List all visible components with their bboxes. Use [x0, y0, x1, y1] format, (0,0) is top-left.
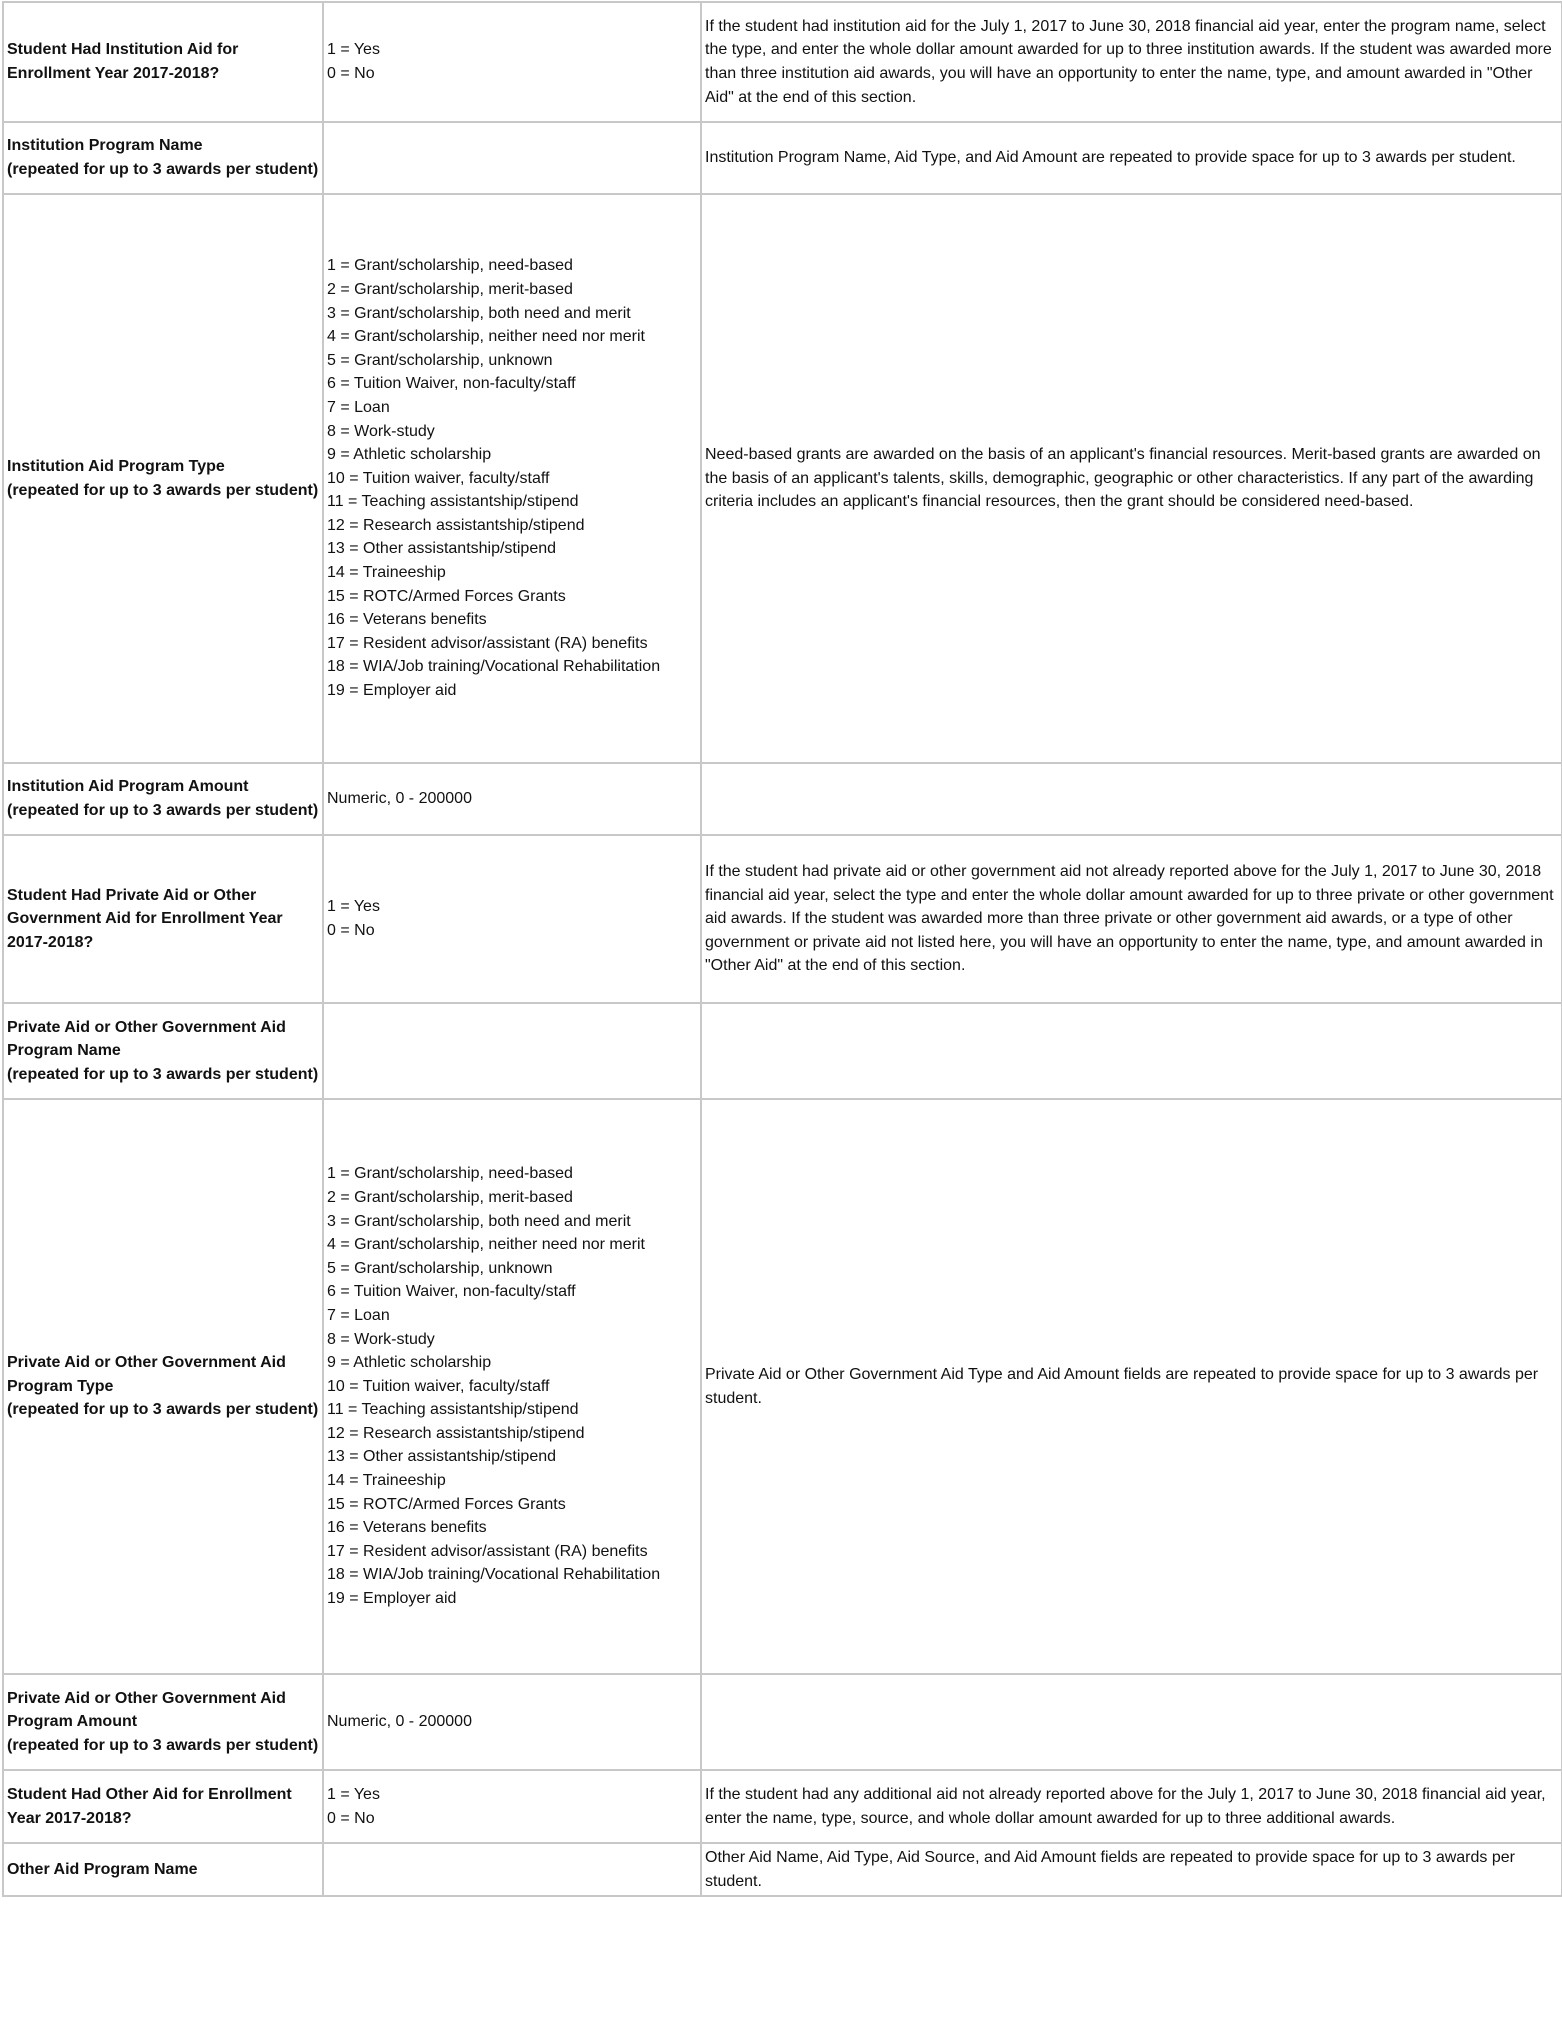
- description-cell: [701, 122, 1562, 194]
- description-text: Institution Program Name, Aid Type, and Aid Amount are repeated to provide space for up to 3 awards per student.: [705, 149, 1516, 167]
- allowed-value: 9 = Athletic scholarship: [327, 1354, 492, 1372]
- field-name-cell: [3, 122, 323, 194]
- description-cell: [701, 1770, 1562, 1843]
- allowed-value: 9 = Athletic scholarship: [327, 446, 492, 464]
- description-cell: [701, 2, 1562, 122]
- allowed-value: 18 = WIA/Job training/Vocational Rehabilitation: [327, 1566, 661, 1584]
- allowed-value: 13 = Other assistantship/stipend: [327, 1448, 557, 1466]
- field-name-note: (repeated for up to 3 awards per student): [7, 161, 319, 178]
- field-name-text: Private Aid or Other Government Aid Program Type: [7, 1354, 286, 1395]
- allowed-value: 1 = Grant/scholarship, need-based: [327, 1165, 573, 1183]
- allowed-values-cell: [323, 122, 701, 194]
- table-row: [3, 194, 1562, 763]
- allowed-value: 15 = ROTC/Armed Forces Grants: [327, 1495, 566, 1513]
- field-name-cell: [3, 835, 323, 1003]
- description-cell: [701, 763, 1562, 835]
- allowed-value: 15 = ROTC/Armed Forces Grants: [327, 587, 566, 605]
- field-name-cell: [3, 1770, 323, 1843]
- description-text: If the student had private aid or other government aid not already reported above for the July 1, 2017 to June 30, 2018 financial aid year, select the type and enter the whole dollar amount awarded for up to three private or other government aid awards. If the student was awarded more than three private or other government aid awards, or a type of other government or private aid not listed here, you will have an opportunity to enter the name, type, and amount awarded in "Other Aid" at the end of this section.: [705, 863, 1554, 975]
- allowed-value: 3 = Grant/scholarship, both need and merit: [327, 304, 631, 322]
- allowed-value: 12 = Research assistantship/stipend: [327, 516, 585, 534]
- description-text: If the student had any additional aid not already reported above for the July 1, 2017 to June 30, 2018 financial aid year, enter the name, type, source, and whole dollar amount awarded for up to three additional awards.: [705, 1785, 1546, 1827]
- table-row: [3, 1843, 1562, 1896]
- table-row: [3, 835, 1562, 1003]
- allowed-value: 8 = Work-study: [327, 1330, 435, 1348]
- allowed-value: 17 = Resident advisor/assistant (RA) benefits: [327, 1542, 648, 1560]
- table-row: [3, 1674, 1562, 1770]
- allowed-values-cell: [323, 194, 701, 763]
- allowed-value: 11 = Teaching assistantship/stipend: [327, 1401, 579, 1419]
- allowed-values-cell: [323, 835, 701, 1003]
- table-row: [3, 1099, 1562, 1674]
- description-cell: [701, 1003, 1562, 1099]
- field-name-note: (repeated for up to 3 awards per student): [7, 481, 319, 499]
- field-name-text: Student Had Other Aid for Enrollment Year 2017-2018?: [7, 1785, 292, 1827]
- description-cell: [701, 1674, 1562, 1770]
- allowed-value: 8 = Work-study: [327, 422, 435, 440]
- allowed-value: 2 = Grant/scholarship, merit-based: [327, 280, 573, 298]
- field-name-cell: [3, 1099, 323, 1674]
- aid-fields-table: [2, 1, 1562, 1897]
- field-name-text: Student Had Private Aid or Other Government Aid for Enrollment Year 2017-2018?: [7, 886, 283, 951]
- description-text: Need-based grants are awarded on the basis of an applicant's financial resources. Merit-based grants are awarded on the basis of an applicant's talents, skills, demographic, geographic or other characteristics. If any part of the awarding criteria includes an applicant's financial resources, then the grant should be considered need-based.: [705, 446, 1541, 511]
- description-cell: [701, 1843, 1562, 1896]
- field-name-text: Private Aid or Other Government Aid Program Name: [7, 1018, 286, 1060]
- field-name-text: Institution Program Name: [7, 137, 203, 155]
- allowed-value: Numeric, 0 - 200000: [327, 790, 472, 808]
- table-body: [3, 2, 1562, 1896]
- allowed-value: 6 = Tuition Waiver, non-faculty/staff: [327, 375, 576, 393]
- allowed-value: 17 = Resident advisor/assistant (RA) benefits: [327, 634, 648, 652]
- field-name-cell: [3, 1003, 323, 1099]
- allowed-value: 0 = No: [327, 1809, 375, 1827]
- field-name-text: Other Aid Program Name: [7, 1860, 198, 1878]
- allowed-value: 4 = Grant/scholarship, neither need nor merit: [327, 1236, 645, 1254]
- field-name-note: (repeated for up to 3 awards per student): [7, 802, 319, 819]
- allowed-value: 7 = Loan: [327, 398, 390, 416]
- field-name-cell: [3, 1843, 323, 1896]
- allowed-value: 18 = WIA/Job training/Vocational Rehabilitation: [327, 658, 661, 676]
- allowed-value: 10 = Tuition waiver, faculty/staff: [327, 1377, 550, 1395]
- allowed-value: 1 = Yes: [327, 41, 380, 59]
- allowed-values-cell: [323, 1099, 701, 1674]
- field-name-cell: [3, 1674, 323, 1770]
- allowed-value: 0 = No: [327, 922, 375, 939]
- allowed-value: 12 = Research assistantship/stipend: [327, 1424, 585, 1442]
- table-row: [3, 763, 1562, 835]
- allowed-value: 10 = Tuition waiver, faculty/staff: [327, 469, 550, 487]
- description-cell: [701, 835, 1562, 1003]
- allowed-value: 1 = Grant/scholarship, need-based: [327, 257, 573, 275]
- allowed-value: 13 = Other assistantship/stipend: [327, 540, 557, 558]
- allowed-value: 19 = Employer aid: [327, 1590, 457, 1608]
- field-name-note: (repeated for up to 3 awards per student): [7, 1401, 319, 1419]
- description-text: Other Aid Name, Aid Type, Aid Source, and Aid Amount fields are repeated to provide space for up to 3 awards per student.: [705, 1848, 1515, 1890]
- table-row: [3, 2, 1562, 122]
- field-name-note: (repeated for up to 3 awards per student): [7, 1065, 319, 1083]
- field-name-text: Student Had Institution Aid for Enrollment Year 2017-2018?: [7, 41, 239, 82]
- allowed-values-cell: [323, 1674, 701, 1770]
- allowed-value: 16 = Veterans benefits: [327, 611, 487, 629]
- allowed-value: 0 = No: [327, 65, 375, 82]
- allowed-values-cell: [323, 1770, 701, 1843]
- table-row: [3, 122, 1562, 194]
- field-name-note: (repeated for up to 3 awards per student): [7, 1736, 319, 1754]
- table-row: [3, 1770, 1562, 1843]
- field-name-text: Institution Aid Program Amount: [7, 778, 249, 796]
- allowed-value: 11 = Teaching assistantship/stipend: [327, 493, 579, 511]
- allowed-value: 5 = Grant/scholarship, unknown: [327, 351, 553, 369]
- description-cell: [701, 1099, 1562, 1674]
- field-name-text: Institution Aid Program Type: [7, 457, 225, 475]
- table-row: [3, 1003, 1562, 1099]
- description-text: Private Aid or Other Government Aid Type and Aid Amount fields are repeated to provide space for up to 3 awards per student.: [705, 1365, 1539, 1407]
- field-name-cell: [3, 194, 323, 763]
- field-name-cell: [3, 2, 323, 122]
- allowed-value: 16 = Veterans benefits: [327, 1519, 487, 1537]
- allowed-value: 4 = Grant/scholarship, neither need nor merit: [327, 328, 645, 346]
- allowed-value: 7 = Loan: [327, 1306, 390, 1324]
- allowed-value: 14 = Traineeship: [327, 1472, 446, 1490]
- description-cell: [701, 194, 1562, 763]
- allowed-values-cell: [323, 763, 701, 835]
- allowed-values-cell: [323, 2, 701, 122]
- allowed-values-cell: [323, 1003, 701, 1099]
- allowed-value: 1 = Yes: [327, 1785, 380, 1803]
- allowed-values-cell: [323, 1843, 701, 1896]
- allowed-value: 3 = Grant/scholarship, both need and merit: [327, 1212, 631, 1230]
- description-text: If the student had institution aid for the July 1, 2017 to June 30, 2018 financial aid year, enter the program name, select the type, and enter the whole dollar amount awarded for up to three institution awards. If the student was awarded more than three institution aid awards, you will have an opportunity to enter the name, type, and amount awarded in "Other Aid" at the end of this section.: [705, 17, 1552, 106]
- allowed-value: 2 = Grant/scholarship, merit-based: [327, 1188, 573, 1206]
- field-name-cell: [3, 763, 323, 835]
- allowed-value: Numeric, 0 - 200000: [327, 1713, 472, 1731]
- allowed-value: 5 = Grant/scholarship, unknown: [327, 1259, 553, 1277]
- allowed-value: 14 = Traineeship: [327, 564, 446, 582]
- allowed-value: 19 = Employer aid: [327, 682, 457, 700]
- allowed-value: 1 = Yes: [327, 898, 380, 916]
- allowed-value: 6 = Tuition Waiver, non-faculty/staff: [327, 1283, 576, 1301]
- field-name-text: Private Aid or Other Government Aid Program Amount: [7, 1689, 286, 1731]
